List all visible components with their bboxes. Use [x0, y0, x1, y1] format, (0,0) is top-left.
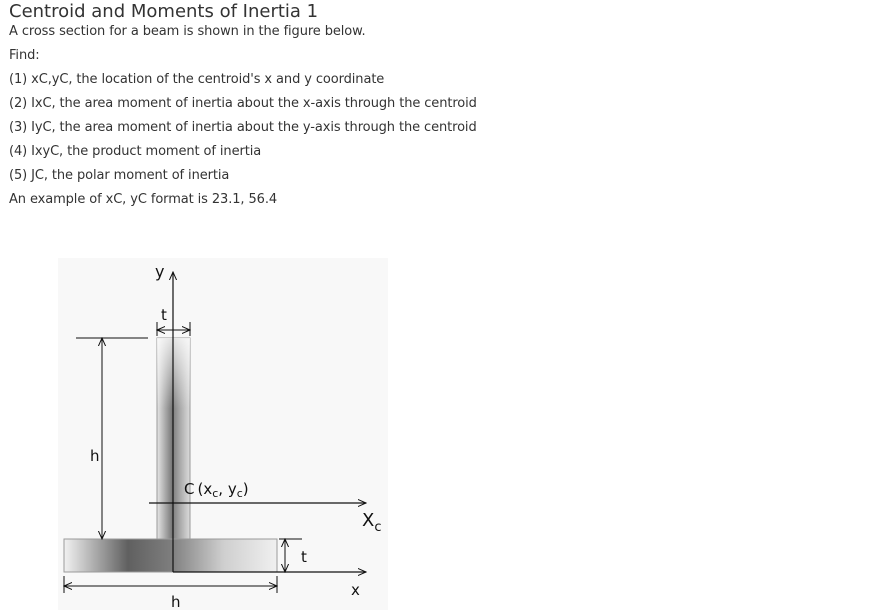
find-item-3: (3) IyC, the area moment of inertia about the y-axis through the centroid — [9, 120, 477, 135]
beam-diagram — [58, 258, 388, 610]
beam-cross-section-figure — [58, 258, 388, 610]
beam-flange — [64, 539, 277, 572]
page-title: Centroid and Moments of Inertia 1 — [9, 1, 319, 22]
xc-axis-label: $X_c$ — [362, 510, 382, 535]
centroid-label: C ($x_c$, $y_c$) — [184, 480, 249, 500]
t-top-label: t — [161, 306, 167, 324]
find-item-5: (5) JC, the polar moment of inertia — [9, 168, 230, 183]
x-axis-label: x — [351, 581, 360, 599]
find-item-2: (2) IxC, the area moment of inertia about the x-axis through the centroid — [9, 96, 477, 111]
h-bottom-label: h — [171, 593, 181, 610]
find-label: Find: — [9, 48, 40, 63]
find-item-1: (1) xC,yC, the location of the centroid's x and y coordinate — [9, 72, 385, 87]
t-right-label: t — [301, 548, 307, 566]
intro-text: A cross section for a beam is shown in the figure below. — [9, 24, 366, 39]
find-item-4: (4) IxyC, the product moment of inertia — [9, 144, 262, 159]
h-left-label: h — [90, 447, 100, 465]
y-axis-label: y — [155, 262, 165, 281]
format-note: An example of xC, yC format is 23.1, 56.4 — [9, 192, 278, 207]
